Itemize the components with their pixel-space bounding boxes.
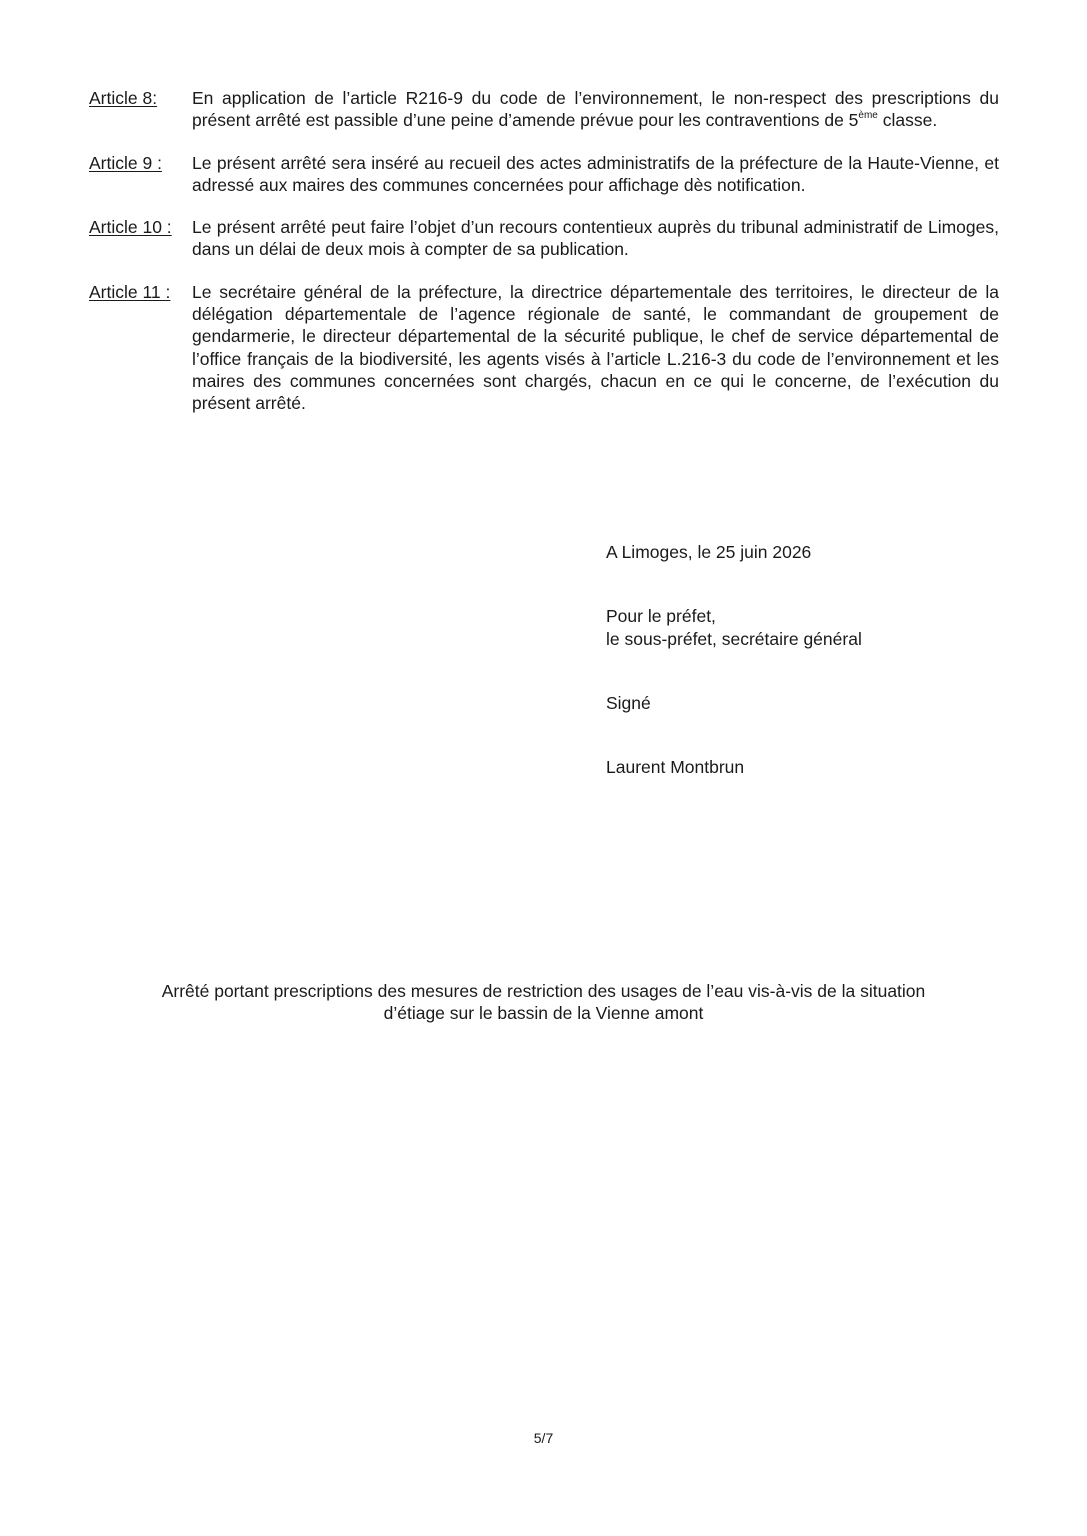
page-number: 5/7	[533, 1430, 554, 1446]
signature-title-line: le sous-préfet, secrétaire général	[606, 628, 862, 649]
signature-authority	[606, 605, 862, 650]
article-text	[192, 87, 999, 132]
footer-title-line-1: Arrêté portant prescriptions des mesures de restriction des usages de l’eau vis-à-vis de la situation	[161, 981, 926, 1001]
article-label: Article 11 :	[89, 281, 171, 302]
signature-for-line: Pour le préfet,	[606, 606, 716, 627]
article-9	[89, 152, 999, 197]
ordinal-superscript: ème	[858, 110, 878, 122]
article-text-end: classe.	[877, 110, 938, 131]
signature-date: A Limoges, le 25 juin 2026	[606, 542, 812, 562]
signature-block	[606, 541, 862, 778]
article-text: Le présent arrêté peut faire l’objet d’un recours contentieux auprès du tribunal administratif de Limoges, dans un délai de deux mois à compter de sa publication.	[192, 217, 999, 260]
article-label: Article 10 :	[89, 217, 172, 238]
article-11	[89, 281, 999, 415]
article-10	[89, 216, 999, 261]
article-label: Article 8:	[89, 88, 158, 108]
article-8	[89, 87, 999, 132]
article-label: Article 9 :	[89, 152, 162, 173]
article-text-main: En application de l’article R216-9 du code de l’environnement, le non-respect des prescriptions du présent arrêté est passible d’une peine d’amende prévue pour les contraventions de 5	[192, 88, 999, 131]
article-text: Le présent arrêté sera inséré au recueil des actes administratifs de la préfecture de la Haute-Vienne, et adressé aux maires des communes concernées pour affichage dès notification.	[192, 152, 999, 195]
signatory-name: Laurent Montbrun	[606, 757, 745, 778]
signature-signed: Signé	[606, 692, 651, 713]
document-footer-title	[100, 980, 987, 1025]
article-text: Le secrétaire général de la préfecture, la directrice départementale des territoires, le directeur de la délégation départementale de l’agence régionale de santé, le commandant de groupement de gendarmerie, le directeur départemental de la sécurité publique, le chef de service départemental de l’office français de la biodiversité, les agents visés à l’article L.216-3 du code de l’environnement et les maires des communes concernées sont chargés, chacun en ce qui le concerne, de l’exécution du présent arrêté.	[192, 281, 999, 414]
footer-title-line-2: d’étiage sur le bassin de la Vienne amont	[383, 1003, 704, 1024]
articles-section	[89, 87, 999, 435]
